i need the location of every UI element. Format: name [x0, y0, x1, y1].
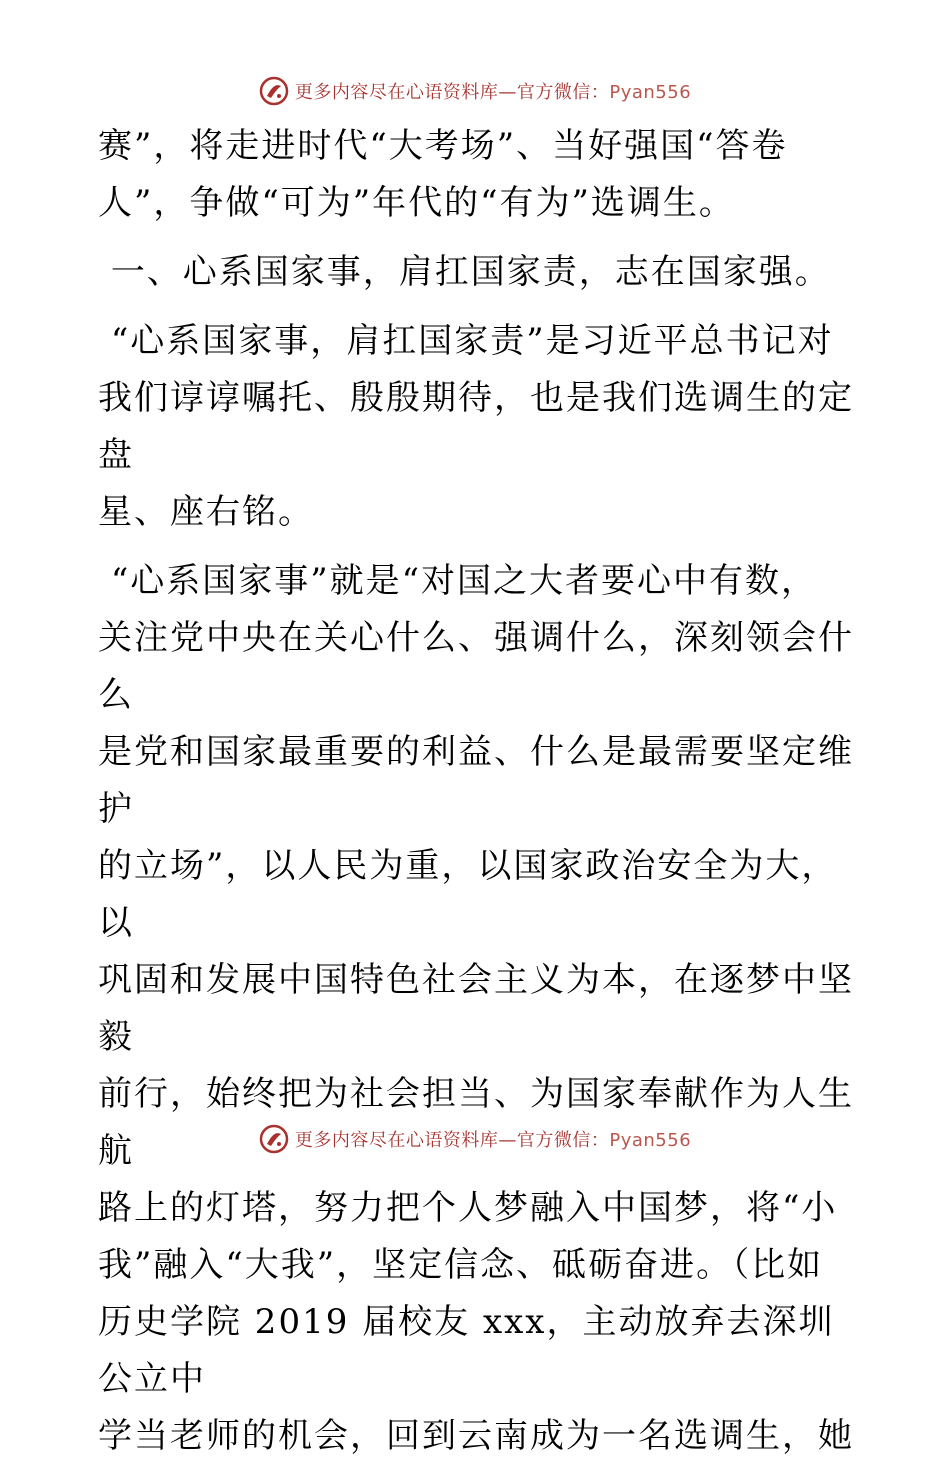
watermark-site-text: 更多内容尽在心语资料库—官方微信： [294, 1130, 610, 1151]
text-line: 历史学院 2019 届校友 xxx，主动放弃去深圳公立中 [98, 1302, 835, 1399]
section-heading: 一、心系国家事，肩扛国家责，志在国家强。 [98, 252, 831, 292]
text-line: 前行，始终把为社会担当、为国家奉献作为人生航 [98, 1074, 854, 1171]
watermark-site-text: 更多内容尽在心语资料库—官方微信： [294, 82, 610, 103]
text-line: 我”融入“大我”，坚定信念、砥砺奋进。（比如 [98, 1245, 824, 1285]
text-line: 巩固和发展中国特色社会主义为本，在逐梦中坚毅 [98, 960, 854, 1057]
watermark-text [295, 78, 691, 104]
text-line: 星、座右铭。 [98, 492, 314, 532]
header-watermark [0, 71, 950, 111]
text-line: 关注党中央在关心什么、强调什么，深刻领会什么 [98, 618, 854, 715]
watermark-wechat-id: Pyan556 [609, 82, 692, 103]
seal-logo-icon [259, 76, 289, 106]
text-line: “心系国家事，肩扛国家责”是习近平总书记对 [98, 321, 834, 361]
seal-logo-icon [259, 1124, 289, 1154]
footer-watermark [0, 1119, 950, 1159]
watermark-text [295, 1126, 691, 1152]
text-line: 的立场”，以人民为重，以国家政治安全为大，以 [98, 846, 838, 943]
text-line: 人”，争做“可为”年代的“有为”选调生。 [98, 183, 735, 223]
text-line: 路上的灯塔，努力把个人梦融入中国梦，将“小 [98, 1188, 838, 1228]
text-line: 我们谆谆嘱托、殷殷期待，也是我们选调生的定盘 [98, 378, 854, 475]
text-line: “心系国家事”就是“对国之大者要心中有数， [98, 561, 817, 601]
document-body [98, 118, 858, 1465]
text-line: 是党和国家最重要的利益、什么是最需要坚定维护 [98, 732, 854, 829]
text-line: 学当老师的机会，回到云南成为一名选调生，她 [98, 1416, 854, 1456]
watermark-wechat-id: Pyan556 [609, 1130, 692, 1151]
text-line: 赛”，将走进时代“大考场”、当好强国“答卷 [98, 126, 788, 166]
